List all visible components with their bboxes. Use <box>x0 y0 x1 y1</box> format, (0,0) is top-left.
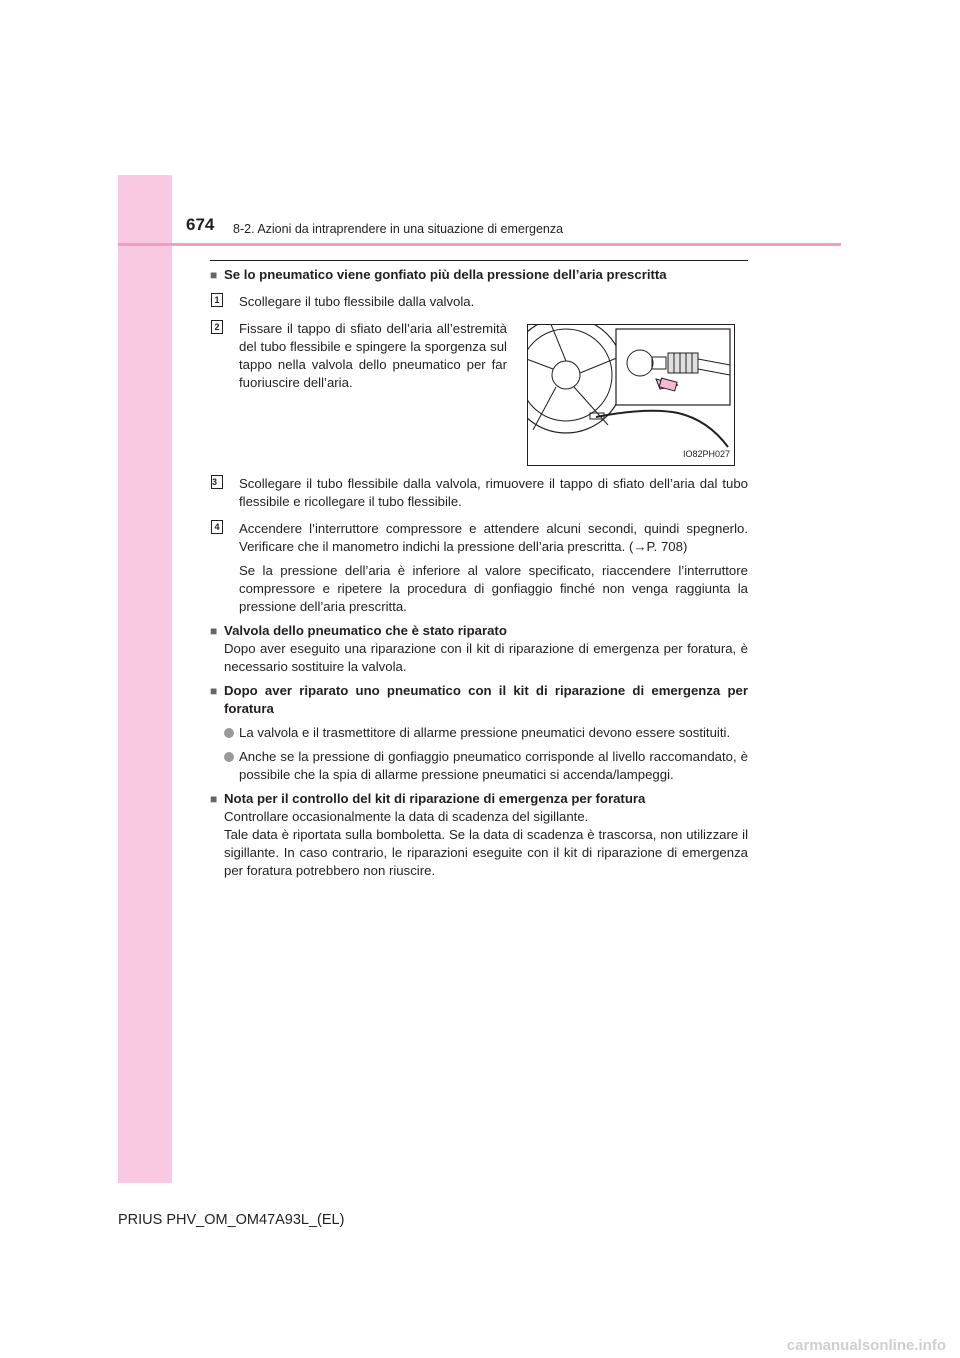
note-line-1: Controllare occasionalmente la data di scadenza del sigillante. <box>224 809 589 824</box>
bullet-item <box>210 748 748 784</box>
section-heading-valve: ■ Valvola dello pneumatico che è stato riparato <box>210 622 748 640</box>
step-number: 4 <box>211 520 223 534</box>
step-3 <box>210 475 748 511</box>
bullet-text: La valvola e il trasmettitore di allarme pressione pneumatici devono essere sostituiti. <box>239 725 731 740</box>
step-number: 1 <box>211 293 223 307</box>
document-id: PRIUS PHV_OM_OM47A93L_(EL) <box>118 1212 345 1228</box>
bullet-dot-icon <box>224 752 234 762</box>
wheel-hose-drawing <box>528 325 734 465</box>
section-heading-after-repair: ■ Dopo aver riparato uno pneumatico con il kit di riparazione di emergenza per foratura <box>210 682 748 718</box>
chapter-title: 8-2. Azioni da intraprendere in una situazione di emergenza <box>233 222 564 236</box>
bullet-text: Anche se la pressione di gonfiaggio pneumatico corrisponde al livello raccomandato, è possibile che la spia di allarme pressione pneumatici si accenda/lampeggi. <box>239 749 748 782</box>
note-line-2: Tale data è riportata sulla bomboletta. Se la data di scadenza è trascorsa, non utilizzare il sigillante. In caso contrario, le riparazioni eseguite con il kit di riparazione di emergenza per foratura potrebbero non riuscire. <box>224 827 748 878</box>
valve-text: Dopo aver eseguito una riparazione con il kit di riparazione di emergenza per foratura, è necessario sostituire la valvola. <box>224 641 748 674</box>
section-heading-note: ■ Nota per il controllo del kit di riparazione di emergenza per foratura <box>210 790 748 808</box>
bullet-dot-icon <box>224 728 234 738</box>
watermark: carmanualsonline.info <box>786 1337 946 1354</box>
section-rule <box>210 260 748 261</box>
step-text: Scollegare il tubo flessibile dalla valvola, rimuovere il tappo di sfiato dell’aria dal tubo flessibile e ricollegare il tubo flessibile. <box>239 476 748 509</box>
bullet-item <box>210 724 748 742</box>
step-text: Scollegare il tubo flessibile dalla valvola. <box>239 294 475 309</box>
page-content <box>210 266 748 880</box>
pink-side-tab <box>118 175 172 1183</box>
step-number: 3 <box>211 475 223 489</box>
step-note: Se la pressione dell’aria è inferiore al valore specificato, riaccendere l’interruttore compressore e ripetere la procedura di gonfiaggio finché non venga raggiunta la pressione dell’aria prescritta. <box>239 563 748 614</box>
step-2-with-figure <box>239 320 748 466</box>
step-1 <box>210 293 748 311</box>
step-2 <box>210 320 748 466</box>
page-number: 674 <box>186 215 215 234</box>
section-heading-overinflated: ■ Se lo pneumatico viene gonfiato più della pressione dell’aria prescritta <box>210 266 748 284</box>
step-text: Fissare il tappo di sfiato dell’aria all’estremità del tubo flessibile e spingere la sporgenza sul tappo nella valvola dello pneumatico per far fuoriuscire dell’aria. <box>239 321 507 390</box>
valve-illustration <box>527 324 735 466</box>
step-text: Accendere l’interruttore compressore e attendere alcuni secondi, quindi spegnerlo. Verificare che il manometro indichi la pressione dell’aria prescritta. (→P. 708) <box>239 521 748 554</box>
header-rule <box>118 243 841 246</box>
step-number: 2 <box>211 320 223 334</box>
figure-code: IO82PH027 <box>682 449 730 459</box>
step-4 <box>210 520 748 616</box>
